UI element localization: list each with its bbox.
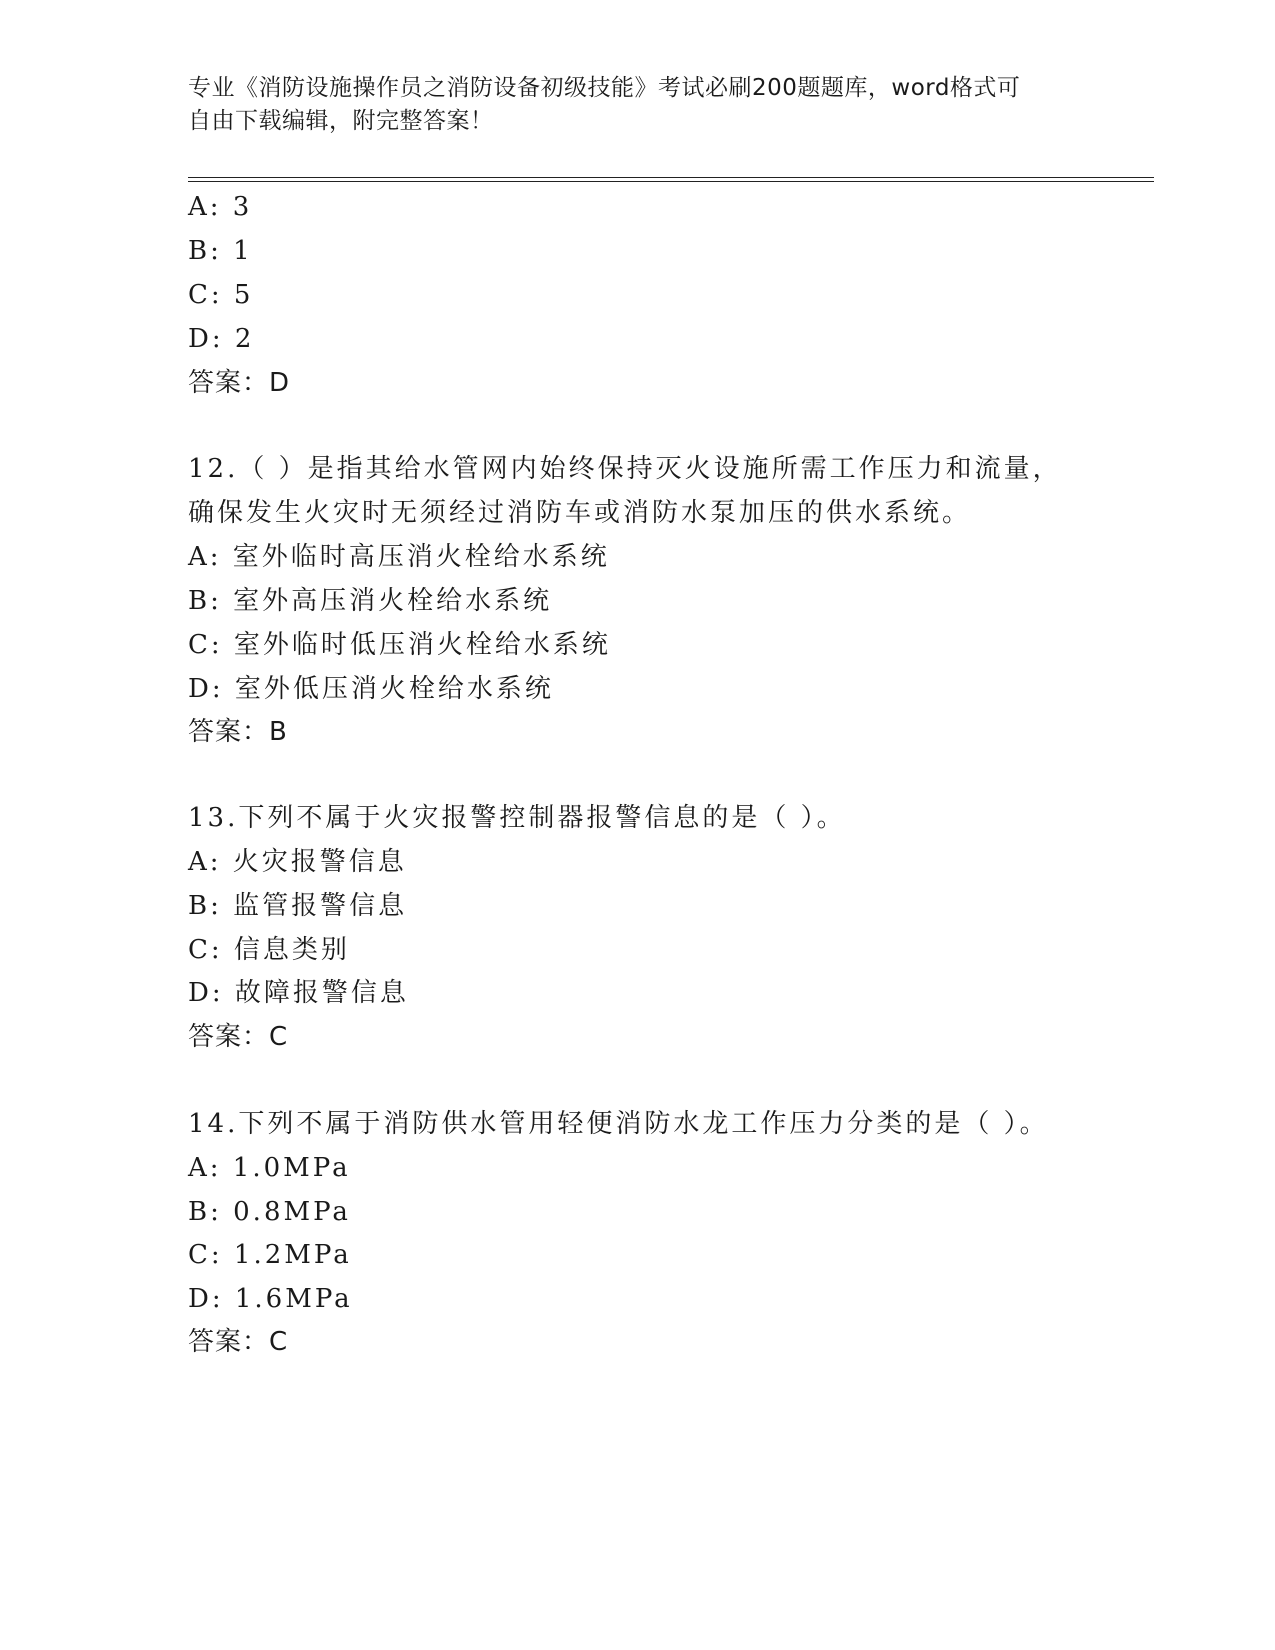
q14-answer: 答案：C bbox=[188, 1327, 289, 1357]
q13-option-c: C: 信息类别 bbox=[188, 935, 350, 965]
document-header bbox=[188, 72, 1068, 138]
q13-answer: 答案：C bbox=[188, 1022, 289, 1052]
q13-option-b: B: 监管报警信息 bbox=[188, 891, 408, 921]
q12-stem-line-1: 12.（ ）是指其给水管网内始终保持灭火设施所需工作压力和流量， bbox=[188, 454, 1062, 484]
q12-stem-line-2: 确保发生火灾时无须经过消防车或消防水泵加压的供水系统。 bbox=[188, 498, 972, 528]
q12-option-a: A: 室外临时高压消火栓给水系统 bbox=[188, 542, 610, 572]
q11-option-b: B: 1 bbox=[188, 236, 253, 266]
header-line-2: 自由下载编辑，附完整答案！ bbox=[188, 108, 494, 134]
q12-answer: 答案：B bbox=[188, 717, 288, 747]
q13-option-d: D: 故障报警信息 bbox=[188, 978, 409, 1008]
q12-option-b: B: 室外高压消火栓给水系统 bbox=[188, 586, 553, 616]
q11-option-d: D: 2 bbox=[188, 324, 255, 354]
q14-option-d: D: 1.6MPa bbox=[188, 1284, 353, 1314]
q12-option-d: D: 室外低压消火栓给水系统 bbox=[188, 674, 554, 704]
q11-answer: 答案：D bbox=[188, 368, 291, 398]
q11-option-a: A: 3 bbox=[188, 192, 253, 222]
q12-option-c: C: 室外临时低压消火栓给水系统 bbox=[188, 630, 611, 660]
q11-option-c: C: 5 bbox=[188, 280, 254, 310]
q14-option-b: B: 0.8MPa bbox=[188, 1197, 351, 1227]
q13-stem-line-1: 13.下列不属于火灾报警控制器报警信息的是（ ）。 bbox=[188, 803, 846, 833]
q14-option-c: C: 1.2MPa bbox=[188, 1240, 352, 1270]
q13-option-a: A: 火灾报警信息 bbox=[188, 847, 407, 877]
q14-option-a: A: 1.0MPa bbox=[188, 1153, 351, 1183]
header-divider-top bbox=[188, 177, 1154, 178]
header-line-1: 专业《消防设施操作员之消防设备初级技能》考试必刷200题题库，word格式可 bbox=[188, 75, 1021, 101]
q14-stem-line-1: 14.下列不属于消防供水管用轻便消防水龙工作压力分类的是（ ）。 bbox=[188, 1109, 1049, 1139]
header-divider-bottom bbox=[188, 181, 1154, 182]
